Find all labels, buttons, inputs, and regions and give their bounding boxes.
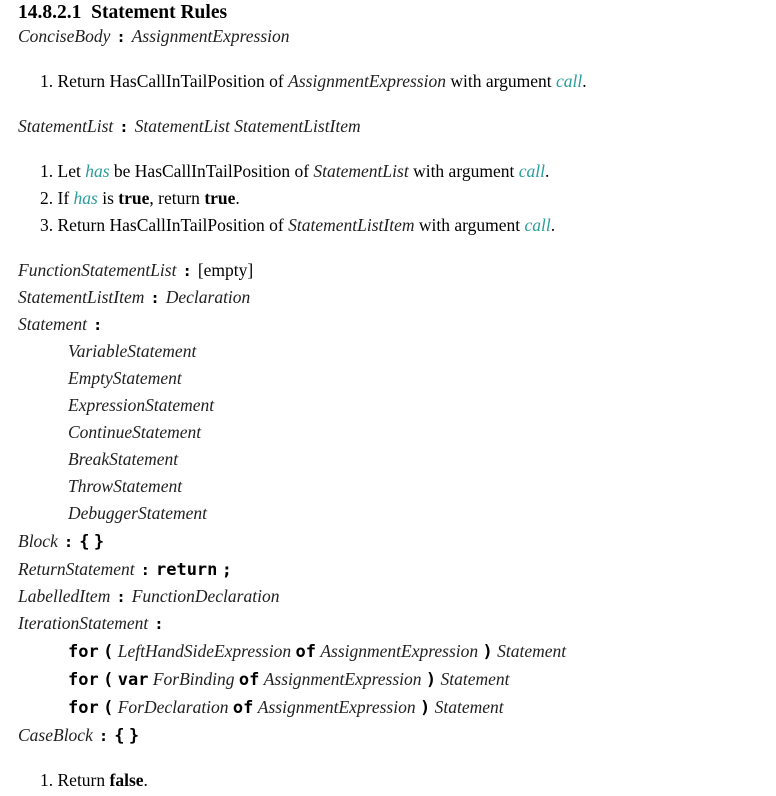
terminal-for: for xyxy=(68,698,99,718)
step-text: Return HasCallInTailPosition of xyxy=(57,71,284,91)
terminal-of: of xyxy=(232,698,254,718)
production-rhs: StatementListItem xyxy=(234,116,361,136)
nonterminal: Statement xyxy=(440,669,510,689)
production-case-block xyxy=(18,725,139,746)
step-text: with argument xyxy=(450,71,552,91)
nonterminal: AssignmentExpression xyxy=(257,697,416,717)
algorithm-step xyxy=(40,161,549,181)
production-return-statement xyxy=(18,559,232,580)
step-text: be HasCallInTailPosition of xyxy=(113,161,310,181)
algorithm-step xyxy=(40,188,240,208)
production-lhs: Statement xyxy=(18,314,88,334)
terminal-open-brace: { xyxy=(114,726,125,746)
statement-alternative: EmptyStatement xyxy=(68,368,182,388)
terminal-for: for xyxy=(68,670,99,690)
nonterminal: ForBinding xyxy=(152,669,235,689)
step-number: 1. xyxy=(40,71,54,91)
production-colon: : xyxy=(116,588,126,606)
production-colon: : xyxy=(150,289,160,307)
statement-alternative: ExpressionStatement xyxy=(68,395,215,415)
production-concise-body xyxy=(18,26,290,47)
variable-has: has xyxy=(85,161,110,181)
statement-alternative: VariableStatement xyxy=(68,341,197,361)
terminal-close-brace: } xyxy=(128,726,140,746)
literal-true: true xyxy=(118,188,150,208)
terminal-of: of xyxy=(295,642,316,662)
production-rhs: AssignmentExpression xyxy=(131,26,290,46)
step-text: Return HasCallInTailPosition of xyxy=(57,215,284,235)
terminal-lparen: ( xyxy=(103,670,114,690)
production-statement-list xyxy=(18,116,361,137)
production-block xyxy=(18,531,104,552)
variable-call: call xyxy=(555,71,583,91)
production-statement xyxy=(18,314,108,335)
terminal-rparen: ) xyxy=(425,670,437,690)
step-text: with argument xyxy=(418,215,521,235)
literal-true: true xyxy=(204,188,236,208)
production-statement-list-item xyxy=(18,287,250,308)
production-colon: : xyxy=(93,316,103,334)
production-function-statement-list xyxy=(18,260,253,281)
production-rhs: StatementList xyxy=(134,116,230,136)
production-colon: : xyxy=(63,533,74,551)
production-lhs: ReturnStatement xyxy=(18,559,135,579)
production-lhs: CaseBlock xyxy=(18,725,93,745)
production-rhs: FunctionDeclaration xyxy=(131,586,280,606)
terminal-var: var xyxy=(117,670,149,690)
production-colon: : xyxy=(98,727,109,745)
section-number: 14.8.2.1 xyxy=(18,2,82,23)
nonterminal: AssignmentExpression xyxy=(320,641,479,661)
production-colon: : xyxy=(140,561,150,579)
production-colon: : xyxy=(119,118,129,136)
step-text: Let xyxy=(57,161,81,181)
literal-false: false xyxy=(109,770,144,790)
production-labelled-item xyxy=(18,586,279,607)
step-nonterminal: StatementList xyxy=(313,161,409,181)
nonterminal: Statement xyxy=(434,697,504,717)
algorithm-step xyxy=(40,71,587,91)
terminal-open-brace: { xyxy=(79,532,90,552)
production-lhs: StatementList xyxy=(18,116,114,136)
production-colon: : xyxy=(154,615,164,633)
nonterminal: LeftHandSideExpression xyxy=(117,641,292,661)
step-text: , return xyxy=(149,188,200,208)
step-text: is xyxy=(102,188,114,208)
algorithm-step xyxy=(40,770,148,790)
step-nonterminal: AssignmentExpression xyxy=(288,71,446,91)
step-punct: . xyxy=(550,215,556,235)
step-punct: . xyxy=(235,188,240,208)
production-lhs: Block xyxy=(18,531,58,551)
section-heading xyxy=(18,3,227,23)
iteration-alternative xyxy=(68,669,510,690)
nonterminal: Statement xyxy=(497,641,567,661)
step-number: 3. xyxy=(40,215,54,235)
terminal-rparen: ) xyxy=(419,698,431,718)
nonterminal: AssignmentExpression xyxy=(263,669,422,689)
statement-alternative: ThrowStatement xyxy=(68,476,183,496)
nonterminal: ForDeclaration xyxy=(117,697,229,717)
iteration-alternative xyxy=(68,641,566,662)
statement-alternative: ContinueStatement xyxy=(68,422,202,442)
production-rhs: [empty] xyxy=(197,260,254,280)
iteration-alternative xyxy=(68,697,504,718)
terminal-rparen: ) xyxy=(482,642,493,662)
production-lhs: ConciseBody xyxy=(18,26,111,46)
production-colon: : xyxy=(182,262,192,280)
terminal-semicolon: ; xyxy=(221,560,233,580)
step-number: 2. xyxy=(40,188,54,208)
terminal-return: return xyxy=(155,560,218,580)
production-colon: : xyxy=(116,28,126,46)
statement-alternative: DebuggerStatement xyxy=(68,503,207,523)
step-number: 1. xyxy=(40,770,54,790)
step-nonterminal: StatementListItem xyxy=(288,215,415,235)
terminal-lparen: ( xyxy=(103,642,114,662)
variable-call: call xyxy=(524,215,551,235)
production-iteration-statement xyxy=(18,613,170,634)
production-lhs: StatementListItem xyxy=(18,287,145,307)
step-text: with argument xyxy=(413,161,515,181)
terminal-of: of xyxy=(238,670,260,690)
algorithm-step xyxy=(40,215,555,235)
step-punct: . xyxy=(582,71,587,91)
variable-call: call xyxy=(518,161,545,181)
step-punct: . xyxy=(143,770,148,790)
step-punct: . xyxy=(544,161,550,181)
terminal-for: for xyxy=(68,642,99,662)
step-number: 1. xyxy=(40,161,54,181)
variable-has: has xyxy=(73,188,98,208)
production-lhs: IterationStatement xyxy=(18,613,149,633)
terminal-close-brace: } xyxy=(93,532,105,552)
terminal-lparen: ( xyxy=(103,698,114,718)
section-title: Statement Rules xyxy=(91,2,228,23)
step-text: If xyxy=(57,188,70,208)
statement-alternative: BreakStatement xyxy=(68,449,179,469)
production-lhs: LabelledItem xyxy=(18,586,111,606)
step-text: Return xyxy=(57,770,106,790)
production-rhs: Declaration xyxy=(165,287,251,307)
production-lhs: FunctionStatementList xyxy=(18,260,177,280)
